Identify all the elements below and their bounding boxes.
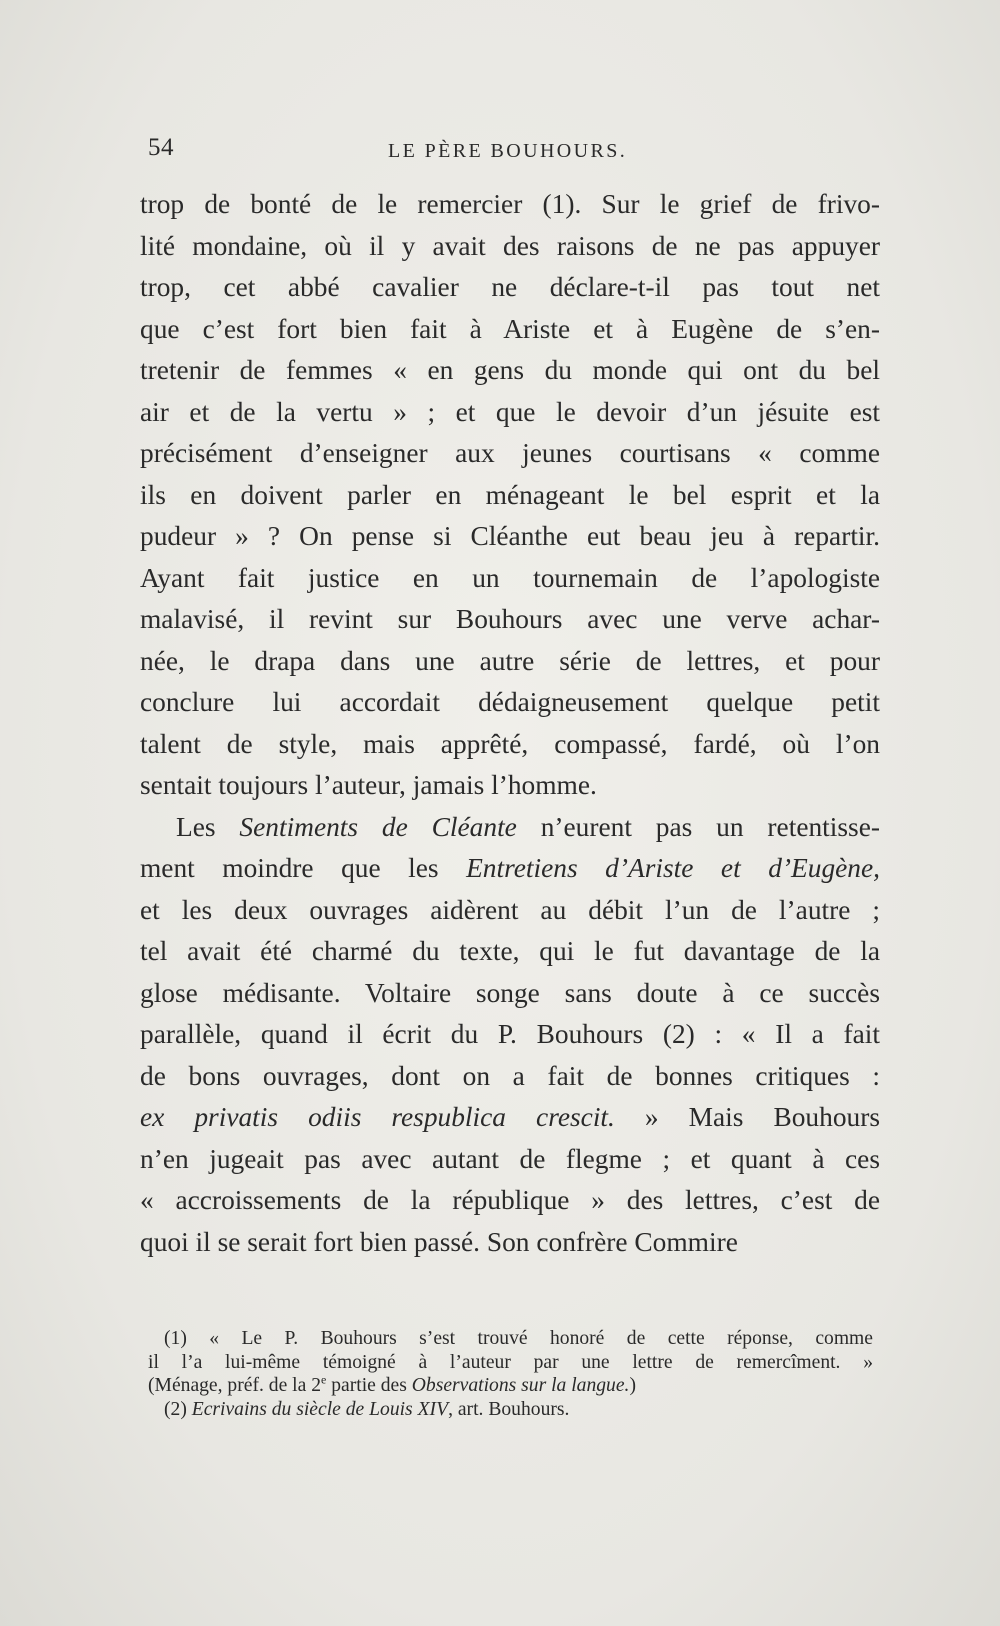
page-number: 54 (148, 134, 174, 161)
text-line (140, 848, 880, 890)
text-line: glose médisante. Voltaire songe sans doute à ce succès (140, 977, 880, 1008)
text-line: « accroissements de la république » des lettres, c’est de (140, 1185, 880, 1215)
body-text (140, 184, 880, 1263)
text-line: précisément d’enseigner aux jeunes courtisans « comme (140, 438, 880, 468)
text-line: née, le drapa dans une autre série de lettres, et pour (140, 645, 880, 676)
text-line: trop, cet abbé cavalier ne déclare-t-il pas tout net (140, 272, 880, 302)
book-title: Ecrivains du siècle de Louis XIV (191, 1398, 449, 1420)
footnotes (148, 1327, 873, 1421)
text-run: ) (629, 1375, 636, 1396)
text-line: tretenir de femmes « en gens du monde qui ont du bel (140, 355, 880, 385)
text-run: , art. Bouhours. (448, 1398, 570, 1420)
text-run: ment moindre que les (140, 853, 467, 883)
text-line: malavisé, il revint sur Bouhours avec une verve achar- (140, 604, 880, 634)
footnote-line: (1) « Le P. Bouhours s’est trouvé honoré de cette réponse, comme (164, 1328, 873, 1349)
text-run: (2) (164, 1398, 192, 1420)
superscript: e (321, 1372, 327, 1387)
text-line: sentait toujours l’auteur, jamais l’homme. (140, 770, 597, 800)
text-run: Les (176, 811, 240, 842)
text-line: tel avait été charmé du texte, qui le fut davantage de la (140, 936, 880, 966)
footnote-line (148, 1374, 873, 1398)
text-line: talent de style, mais apprêté, compassé, fardé, où l’on (140, 728, 880, 759)
text-line: quoi il se serait fort bien passé. Son confrère Commire (140, 1226, 738, 1257)
page-header (148, 134, 868, 174)
text-line: n’en jugeait pas avec autant de flegme ; et quant à ces (140, 1143, 880, 1174)
latin-quote: ex privatis odiis respublica crescit. (140, 1102, 615, 1132)
running-title: LE PÈRE BOUHOURS. (388, 140, 628, 162)
book-title: Observations sur la langue. (411, 1375, 630, 1396)
footnote-line (148, 1398, 873, 1422)
text-line: Ayant fait justice en un tournemain de l’apologiste (140, 562, 880, 593)
text-run: n’eurent pas un retentisse- (516, 811, 880, 842)
text-line: parallèle, quand il écrit du P. Bouhours (2) : « Il a fait (140, 1019, 880, 1049)
text-line: et les deux ouvrages aidèrent au débit l’un de l’autre ; (140, 894, 880, 925)
text-line: air et de la vertu » ; et que le devoir d’un jésuite est (140, 396, 880, 427)
book-title: Entretiens d’Ariste et d’Eugène, (466, 853, 880, 883)
text-line: conclure lui accordait dédaigneusement quelque petit (140, 687, 880, 717)
text-line: lité mondaine, où il y avait des raisons de ne pas appuyer (140, 230, 880, 261)
text-line: de bons ouvrages, dont on a fait de bonnes critiques : (140, 1060, 880, 1091)
text-line (140, 807, 880, 849)
text-line: que c’est fort bien fait à Ariste et à Eugène de s’en- (140, 313, 880, 344)
text-line: trop de bonté de le remercier (1). Sur le grief de frivo- (140, 189, 880, 219)
book-title: Sentiments de Cléante (239, 811, 517, 842)
footnote-line: il l’a lui-même témoigné à l’auteur par une lettre de remercîment. » (148, 1351, 873, 1373)
text-line: pudeur » ? On pense si Cléanthe eut beau jeu à repartir. (140, 521, 880, 551)
text-line: ils en doivent parler en ménageant le bel esprit et la (140, 479, 880, 510)
text-run: partie des (326, 1375, 412, 1396)
text-run: (Ménage, préf. de la 2 (148, 1375, 321, 1396)
text-line (140, 1097, 880, 1139)
text-run: » Mais Bouhours (614, 1102, 880, 1132)
